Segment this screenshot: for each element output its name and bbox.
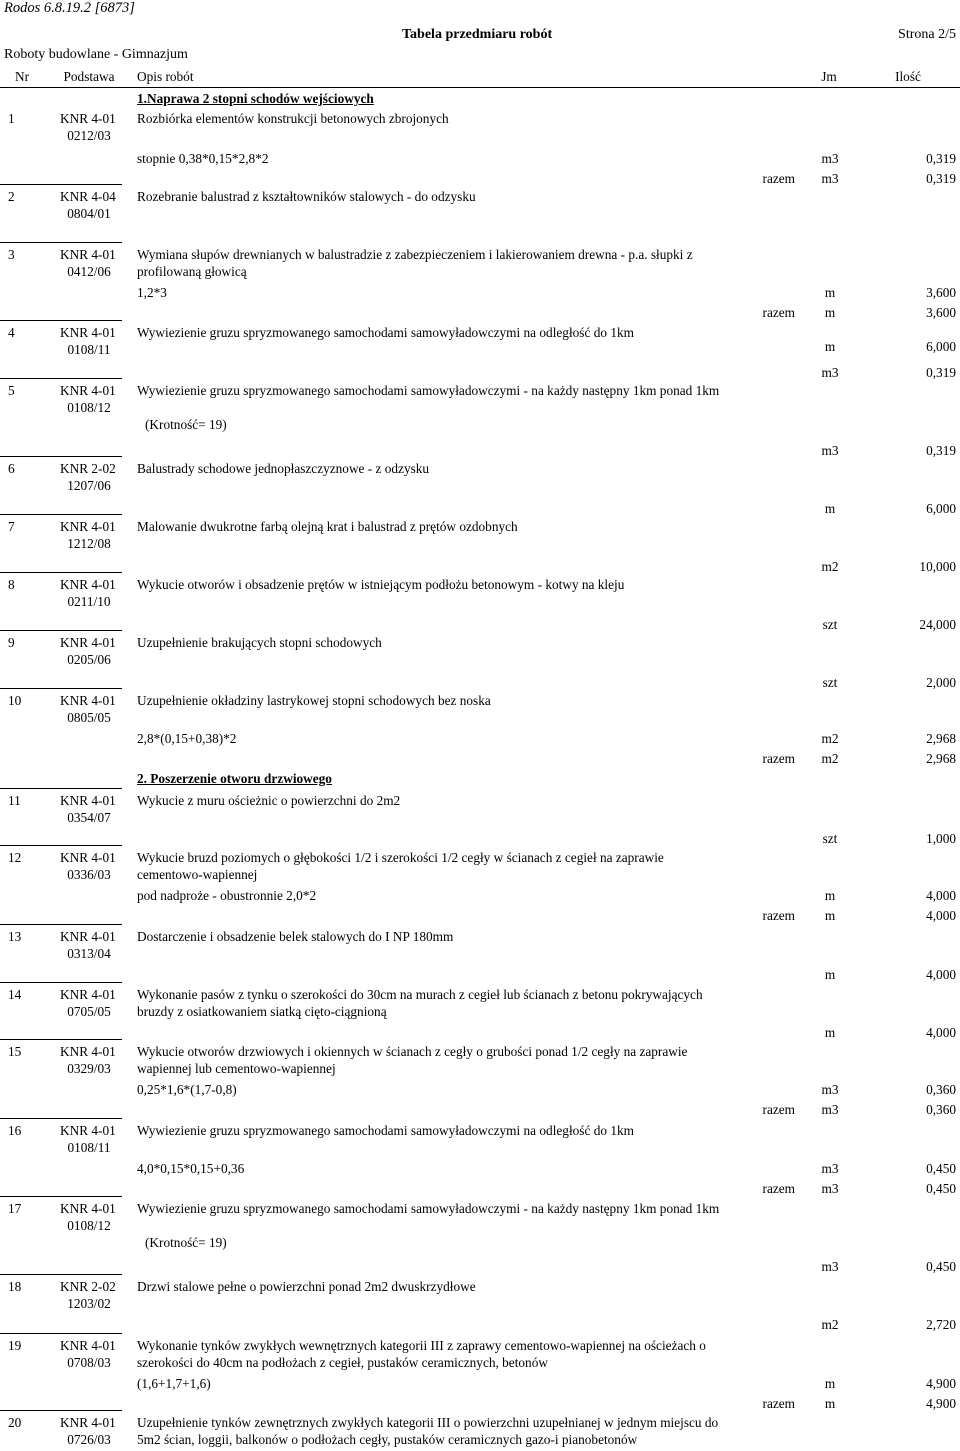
item-number: 10 [8,693,22,708]
sum-label: razem [762,1396,795,1411]
quantity: 0,319 [926,443,956,458]
item-number: 20 [8,1415,22,1430]
quantity: 3,600 [926,285,956,300]
page-number: Strona 2/5 [898,27,956,42]
item-number: 17 [8,1201,22,1216]
item-number: 6 [8,461,15,476]
calculation-formula: 2,8*(0,15+0,38)*2 [137,731,237,746]
quantity: 0,360 [926,1082,956,1097]
quantity: 0,450 [926,1259,956,1274]
unit: m [824,1025,836,1040]
item-code: KNR 4-01 [60,383,116,398]
item-code-sub: 0412/06 [67,264,111,279]
item-description: Malowanie dwukrotne farbą olejną krat i balustrad z prętów ozdobnych [137,519,518,534]
item-description: Wykucie otworów drzwiowych i okiennych w ścianach z cegły o grubości ponad 1/2 cegły na zaprawie [137,1044,688,1059]
column-header-opis: Opis robót [137,69,194,84]
item-code-sub: 0708/03 [67,1355,111,1370]
item-code: KNR 4-01 [60,1338,116,1353]
unit: m2 [821,559,839,574]
item-description: Wywiezienie gruzu spryzmowanego samochodami samowyładowczymi - na każdy następny 1km ponad 1km [137,383,720,398]
unit: szt [822,831,838,846]
item-description: Uzupełnienie okładziny lastrykowej stopni schodowych bez noska [137,693,491,708]
item-number: 4 [8,325,15,340]
item-code: KNR 4-01 [60,1123,116,1138]
item-description: wapiennej lub cementowo-wapiennej [137,1061,336,1076]
quantity: 4,900 [926,1376,956,1391]
quantity: 24,000 [919,617,956,632]
unit: szt [822,617,838,632]
item-code: KNR 4-01 [60,1044,116,1059]
calculation-formula: pod nadproże - obustronnie 2,0*2 [137,888,317,903]
sum-label: razem [762,1181,795,1196]
unit: m3 [821,1161,839,1176]
item-code-sub: 0705/05 [67,1004,111,1019]
sum-quantity: 4,900 [926,1396,956,1411]
item-number: 15 [8,1044,22,1059]
quantity: 4,000 [926,888,956,903]
calculation-formula: (1,6+1,7+1,6) [137,1376,211,1391]
item-number: 12 [8,850,22,865]
quantity: 4,000 [926,967,956,982]
sum-label: razem [762,751,795,766]
item-description: Wywiezienie gruzu spryzmowanego samochodami samowyładowczymi na odległość do 1km [137,1123,634,1138]
calculation-formula: 4,0*0,15*0,15+0,36 [137,1161,245,1176]
sum-quantity: 0,450 [926,1181,956,1196]
sum-quantity: 4,000 [926,908,956,923]
item-description: Wywiezienie gruzu spryzmowanego samochodami samowyładowczymi - na każdy następny 1km ponad 1km [137,1201,720,1216]
item-code: KNR 2-02 [60,461,116,476]
item-code-sub: 1203/02 [67,1296,111,1311]
column-header-podstawa: Podstawa [63,69,115,84]
item-description: 5m2 ścian, loggii, balkonów o podłożach cegły, pustaków ceramicznych gazo-i pianobetonów [137,1432,638,1447]
item-code-sub: 0211/10 [67,594,111,609]
item-number: 2 [8,189,15,204]
item-description: Rozebranie balustrad z kształtowników stalowych - do odzysku [137,189,476,204]
item-description: Wykucie z muru ościeżnic o powierzchni do 2m2 [137,793,401,808]
unit: m [824,908,836,923]
item-code-sub: 0108/12 [67,400,111,415]
quantity: 0,319 [926,151,956,166]
item-description: profilowaną głowicą [137,264,247,279]
item-number: 7 [8,519,15,534]
unit: m [824,305,836,320]
calculation-formula: 1,2*3 [137,285,167,300]
item-number: 9 [8,635,15,650]
item-code-sub: 1212/08 [67,536,111,551]
quantity: 0,319 [926,365,956,380]
quantity: 2,968 [926,731,956,746]
unit: szt [822,675,838,690]
sum-quantity: 3,600 [926,305,956,320]
sum-label: razem [762,305,795,320]
item-code: KNR 4-01 [60,929,116,944]
unit: m3 [821,1181,839,1196]
quantity: 1,000 [926,831,956,846]
item-description: Uzupełnienie tynków zewnętrznych zwykłych kategorii III o powierzchni uzupełnianej w jednym miejscu do [137,1415,719,1430]
column-header-ilosc: Ilość [895,69,921,84]
item-code: KNR 4-01 [60,1415,116,1430]
item-description: Dostarczenie i obsadzenie belek stalowych do I NP 180mm [137,929,454,944]
unit: m3 [821,443,839,458]
item-code-sub: 0329/03 [67,1061,111,1076]
sum-quantity: 0,360 [926,1102,956,1117]
column-header-nr: Nr [14,69,30,84]
item-code: KNR 4-01 [60,111,116,126]
unit: m3 [821,151,839,166]
item-description: Uzupełnienie brakujących stopni schodowych [137,635,382,650]
item-code: KNR 4-01 [60,519,116,534]
sum-quantity: 2,968 [926,751,956,766]
item-code-sub: 0108/11 [67,342,111,357]
unit: m [824,888,836,903]
item-description: Balustrady schodowe jednopłaszczyznowe - z odzysku [137,461,430,476]
item-code: KNR 4-01 [60,793,116,808]
item-code-sub: 0212/03 [67,128,111,143]
multiplier-note: (Krotność= 19) [145,1235,227,1250]
item-code-sub: 0804/01 [67,206,111,221]
unit: m [824,967,836,982]
sum-label: razem [762,908,795,923]
unit: m3 [821,365,839,380]
item-code: KNR 4-01 [60,247,116,262]
unit: m [824,339,836,354]
item-code: KNR 4-04 [60,189,116,204]
quantity: 6,000 [926,339,956,354]
calculation-formula: 0,25*1,6*(1,7-0,8) [137,1082,237,1097]
document-title: Tabela przedmiaru robót [402,27,553,42]
item-number: 5 [8,383,15,398]
sum-quantity: 0,319 [926,171,956,186]
item-description: Wykucie otworów i obsadzenie prętów w istniejącym podłożu betonowym - kotwy na kleju [137,577,625,592]
item-code-sub: 0726/03 [67,1432,111,1447]
unit: m3 [821,1102,839,1117]
sum-label: razem [762,1102,795,1117]
project-name: Roboty budowlane - Gimnazjum [4,47,188,62]
unit: m [824,501,836,516]
section-title: 1.Naprawa 2 stopni schodów wejściowych [137,91,374,106]
item-code: KNR 4-01 [60,1201,116,1216]
unit: m3 [821,1082,839,1097]
item-description: Rozbiórka elementów konstrukcji betonowych zbrojonych [137,111,449,126]
item-code-sub: 0205/06 [67,652,111,667]
item-code-sub: 0336/03 [67,867,111,882]
item-code: KNR 4-01 [60,987,116,1002]
quantity: 0,450 [926,1161,956,1176]
app-version: Rodos 6.8.19.2 [6873] [4,0,135,16]
item-code: KNR 4-01 [60,635,116,650]
calculation-formula: stopnie 0,38*0,15*2,8*2 [137,151,269,166]
item-description: Wykucie bruzd poziomych o głębokości 1/2 i szerokości 1/2 cegły w ścianach z cegieł na zaprawie [137,850,664,865]
item-code-sub: 0108/11 [67,1140,111,1155]
quantity: 4,000 [926,1025,956,1040]
item-number: 13 [8,929,22,944]
item-description: Wywiezienie gruzu spryzmowanego samochodami samowyładowczymi na odległość do 1km [137,325,634,340]
quantity: 2,720 [926,1317,956,1332]
item-number: 1 [8,111,15,126]
item-number: 3 [8,247,15,262]
item-description: cementowo-wapiennej [137,867,258,882]
item-code-sub: 0313/04 [67,946,111,961]
item-description: szerokości do 40cm na podłożach z cegieł, pustaków ceramicznych, betonów [137,1355,548,1370]
unit: m [824,1376,836,1391]
quantity: 2,000 [926,675,956,690]
item-number: 11 [8,793,21,808]
item-number: 14 [8,987,22,1002]
item-description: Wykonanie pasów z tynku o szerokości do 30cm na murach z cegieł lub ścianach z betonu pokrywających [137,987,703,1002]
item-description: Drzwi stalowe pełne o powierzchni ponad 2m2 dwuskrzydłowe [137,1279,476,1294]
unit: m [824,1396,836,1411]
unit: m2 [821,751,839,766]
unit: m3 [821,1259,839,1274]
unit: m [824,285,836,300]
item-code: KNR 4-01 [60,325,116,340]
item-number: 19 [8,1338,22,1353]
item-code-sub: 0354/07 [67,810,111,825]
item-number: 8 [8,577,15,592]
item-code: KNR 4-01 [60,577,116,592]
item-code: KNR 2-02 [60,1279,116,1294]
item-number: 18 [8,1279,22,1294]
multiplier-note: (Krotność= 19) [145,417,227,432]
column-header-jm: Jm [821,69,837,84]
item-description: Wymiana słupów drewnianych w balustradzie z zabezpieczeniem i lakierowaniem drewna - p.a. słupki z [137,247,693,262]
item-code-sub: 0108/12 [67,1218,111,1233]
quantity: 10,000 [919,559,956,574]
quantity: 6,000 [926,501,956,516]
item-code: KNR 4-01 [60,693,116,708]
item-number: 16 [8,1123,22,1138]
section-title: 2. Poszerzenie otworu drzwiowego [137,771,332,786]
unit: m2 [821,1317,839,1332]
item-description: Wykonanie tynków zwykłych wewnętrznych kategorii III z zaprawy cementowo-wapiennej na ościeżach o [137,1338,706,1353]
item-description: bruzdy z osiatkowaniem siatką cięto-ciągnioną [137,1004,387,1019]
item-code-sub: 1207/06 [67,478,111,493]
unit: m2 [821,731,839,746]
item-code: KNR 4-01 [60,850,116,865]
sum-label: razem [762,171,795,186]
item-code-sub: 0805/05 [67,710,111,725]
unit: m3 [821,171,839,186]
